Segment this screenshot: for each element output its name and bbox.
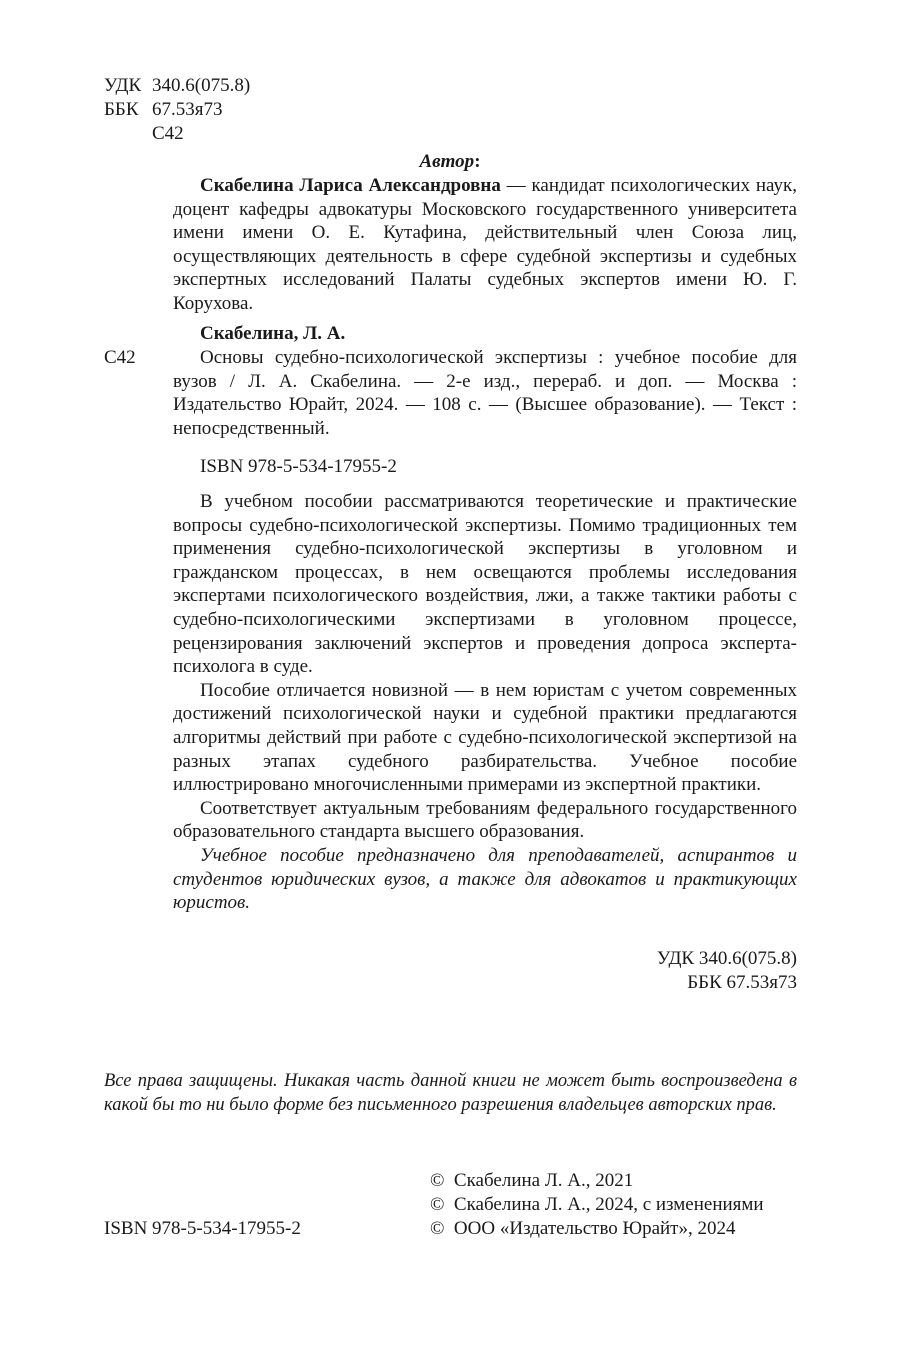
catalog-sign: С42 (104, 347, 136, 368)
annotation-audience: Учебное пособие предназначено для преподавателей, аспирантов и студентов юридических вузов, а также для адвокатов и практикующих юристов. (173, 844, 797, 914)
udk-label: УДК (104, 75, 142, 96)
annotation-paragraph: В учебном пособии рассматриваются теоретические и практические вопросы судебно-психологической экспертизы. Помимо традиционных тем применения судебно-психологической экспертизы в уголовном и гражданском процессах, в нем освещаются проблемы исследования экспертами психологического воздействия, лжи, а также тактики работы с судебно-психологическими экспертизами в уголовном процессе, рецензирования заключений экспертов и проведения допроса эксперта-психолога в суде. (173, 491, 797, 678)
copyright-line: © Скабелина Л. А., 2021 (430, 1170, 634, 1191)
catalog-author-entry: Скабелина, Л. А. (200, 323, 346, 344)
annotation (173, 490, 797, 915)
author-bio: — кандидат психологических наук, доцент кафедры адвокатуры Московского государственного университета имени имени О. Е. Кутафина, действительный член Союза лиц, осуществляющих деятельность в сфере судебной экспертизы и судебных экспертных исследований Палаты судебных экспертов имени Ю. Г. Корухова. (173, 175, 797, 314)
author-description (173, 174, 797, 316)
author-sign: С42 (152, 123, 184, 144)
copyright-line: © ООО «Издательство Юрайт», 2024 (430, 1218, 736, 1239)
annotation-paragraph: Пособие отличается новизной — в нем юристам с учетом современных достижений психологической науки и судебной практики предлагаются алгоритмы действий при работе с судебно-психологической экспертизой на разных этапах судебного разбирательства. Учебное пособие иллюстрировано многочисленными примерами из экспертной практики. (173, 679, 797, 796)
author-heading-text: Автор (419, 151, 475, 172)
bbk-value: 67.53я73 (152, 99, 223, 120)
udk-value: 340.6(075.8) (152, 75, 251, 96)
rights-notice: Все права защищены. Никакая часть данной книги не может быть воспроизведена в какой бы то ни было форме без письменного разрешения владельцев авторских прав. (104, 1071, 797, 1115)
udk-bottom: УДК 340.6(075.8) (656, 948, 797, 969)
copyright-line: © Скабелина Л. А., 2024, с изменениями (430, 1194, 764, 1215)
bbk-label: ББК (104, 99, 139, 120)
footer-isbn: ISBN 978-5-534-17955-2 (104, 1218, 301, 1239)
author-heading-colon: : (474, 151, 481, 172)
author-heading (0, 150, 900, 174)
catalog-isbn: ISBN 978-5-534-17955-2 (200, 456, 397, 477)
author-name: Скабелина Лариса Александровна (200, 175, 501, 196)
bbk-bottom: ББК 67.53я73 (687, 972, 797, 993)
catalog-description: Основы судебно-психологической экспертизы : учебное пособие для вузов / Л. А. Скабелина. — 2-е изд., перераб. и доп. — Москва : Издательство Юрайт, 2024. — 108 с. — (Высшее образование). — Текст : непосредственный. (173, 347, 797, 439)
annotation-paragraph: Соответствует актуальным требованиям федерального государственного образовательного стандарта высшего образования. (173, 797, 797, 843)
